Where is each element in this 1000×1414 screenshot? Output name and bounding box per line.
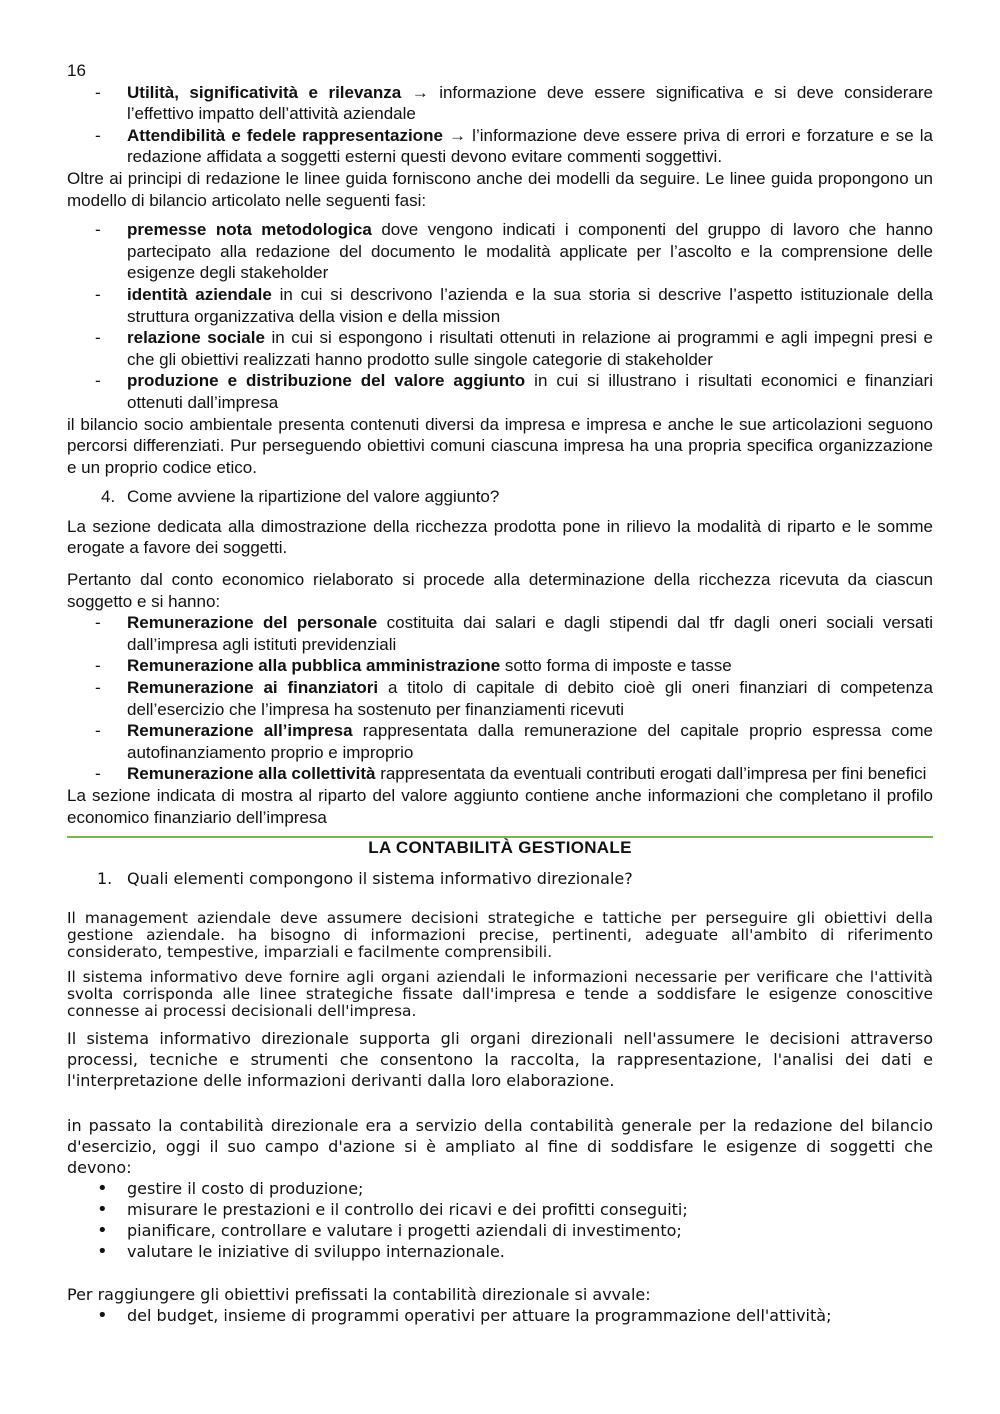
item-term: Remunerazione ai finanziatori [127, 678, 379, 698]
page-number: 16 [67, 61, 86, 80]
item-term: Remunerazione all’impresa [127, 721, 353, 741]
arrow-icon: → [449, 125, 467, 145]
paragraph: Il sistema informativo direzionale supporta gli organi direzionali nell'assumere le decisioni attraverso processi, tecniche e strumenti che consentono la raccolta, la rappresentazione, l'analisi dei dati e l'interpretazione delle informazioni derivanti dalla loro elaborazione. [67, 1028, 933, 1090]
paragraph: Il management aziendale deve assumere decisioni strategiche e tattiche per perseguire gli obiettivi della gestione aziendale. ha bisogno di informazioni precise, pertinenti, adeguate all'ambito di riferimento considerato, tempestive, imparziali e facilmente comprensibili. [67, 908, 933, 961]
list-item: • del budget, insieme di programmi operativi per attuare la programmazione dell'attività; [67, 1305, 933, 1326]
list-item [67, 655, 933, 677]
item-term: produzione e distribuzione del valore aggiunto [127, 371, 526, 391]
list-item [67, 82, 933, 125]
section-title: LA CONTABILITÀ GESTIONALE [368, 838, 632, 858]
question-4 [67, 486, 933, 508]
paragraph: La sezione indicata di mostra al riparto del valore aggiunto contiene anche informazioni che completano il profilo economico finanziario dell’impresa [67, 786, 933, 827]
item-text: rappresentata dalla remunerazione del capitale proprio espressa come autofinanziamento proprio e improprio [127, 721, 933, 762]
item-text: rappresentata da eventuali contributi erogati dall’impresa per fini benefici [375, 764, 927, 784]
item-text: in cui si illustrano i risultati economici e finanziari ottenuti dall’impresa [127, 371, 933, 412]
item-text: sotto forma di imposte e tasse [500, 656, 732, 676]
paragraph: in passato la contabilità direzionale era a servizio della contabilità generale per la redazione del bilancio d'esercizio, oggi il suo campo d'azione si è ampliato al fine di soddisfare le esigenze di soggetti che devono: [67, 1115, 933, 1177]
list-item [67, 125, 933, 168]
list-item: • gestire il costo di produzione; [67, 1178, 933, 1199]
paragraph: Oltre ai principi di redazione le linee guida forniscono anche dei modelli da seguire. Le linee guida propongono un modello di bilancio articolato nelle seguenti fasi: [67, 168, 933, 210]
question-text: Come avviene la ripartizione del valore aggiunto? [127, 487, 500, 507]
list-item [67, 327, 933, 370]
item-term: relazione sociale [127, 328, 265, 348]
phases-list [67, 219, 933, 413]
question-number: 1. [97, 869, 113, 889]
item-text: l’informazione deve essere priva di errori e forzature e se la redazione affidata a soggetti esterni questi devono evitare commenti soggettivi. [127, 125, 933, 167]
paragraph: il bilancio socio ambientale presenta contenuti diversi da impresa e impresa e anche le sue articolazioni seguono percorsi differenziati. Pur perseguendo obiettivi comuni ciascuna impresa ha una propria specifica organizzazione e un proprio codice etico. [67, 414, 933, 477]
item-term: Remunerazione alla collettività [127, 764, 376, 784]
document-page [67, 60, 933, 1326]
tools-list [67, 1305, 933, 1326]
list-item [67, 370, 933, 413]
management-needs-list [67, 1178, 933, 1262]
item-term: Utilità, significatività e rilevanza [127, 82, 402, 102]
item-term: Remunerazione del personale [127, 613, 378, 633]
list-item [67, 720, 933, 763]
item-term: identità aziendale [127, 284, 272, 304]
question-1 [67, 868, 933, 890]
item-term: Remunerazione alla pubblica amministrazione [127, 656, 501, 676]
paragraph: Pertanto dal conto economico rielaborato si procede alla determinazione della ricchezza ricevuta da ciascun soggetto e si hanno: [67, 570, 933, 611]
item-text: a titolo di capitale di debito cioè gli oneri finanziari di competenza dell’esercizio che l’impresa ha sostenuto per finanziamenti ricevuti [127, 678, 933, 719]
list-item [67, 219, 933, 284]
question-text: Quali elementi compongono il sistema informativo direzionale? [127, 869, 633, 889]
item-text: in cui si espongono i risultati ottenuti in relazione ai programmi e agli impegni presi e che gli obiettivi realizzati hanno prodotto sulle singole categorie di stakeholder [127, 328, 933, 369]
item-term: Attendibilità e fedele rappresentazione [127, 125, 443, 145]
item-term: premesse nota metodologica [127, 220, 372, 240]
question-number: 4. [101, 487, 116, 507]
item-text: informazione deve essere significativa e si deve considerare l’effettivo impatto dell’attività aziendale [127, 82, 934, 124]
list-item: • valutare le iniziative di sviluppo internazionale. [67, 1241, 933, 1262]
remuneration-list [67, 612, 933, 785]
list-item [67, 612, 933, 655]
item-text: costituita dai salari e dagli stipendi dal tfr dagli oneri sociali versati dall’impresa agli istituti previdenziali [127, 613, 934, 654]
paragraph: Per raggiungere gli obiettivi prefissati la contabilità direzionale si avvale: [67, 1284, 651, 1304]
list-item [67, 284, 933, 327]
list-item [67, 763, 933, 785]
list-item: • pianificare, controllare e valutare i progetti aziendali di investimento; [67, 1220, 933, 1241]
paragraph: Il sistema informativo deve fornire agli organi aziendali le informazioni necessarie per verificare che l'attività svolta corrisponda alle linee strategiche fissate dall'impresa e tende a soddisfare le esigenze conoscitive connesse ai processi decisionali dell'impresa. [67, 967, 933, 1020]
principles-list [67, 82, 933, 168]
arrow-icon: → [411, 82, 429, 102]
paragraph: La sezione dedicata alla dimostrazione della ricchezza prodotta pone in rilievo la modalità di riparto e le somme erogate a favore dei soggetti. [67, 516, 933, 558]
list-item: • misurare le prestazioni e il controllo dei ricavi e dei profitti conseguiti; [67, 1199, 933, 1220]
list-item [67, 677, 933, 720]
item-text: in cui si descrivono l’azienda e la sua storia si descrive l’aspetto istituzionale della struttura organizzativa della vision e della mission [127, 284, 933, 326]
item-text: dove vengono indicati i componenti del gruppo di lavoro che hanno partecipato alla redazione del documento le modalità applicate per l’ascolto e la comprensione delle esigenze degli stakeholder [127, 220, 933, 283]
